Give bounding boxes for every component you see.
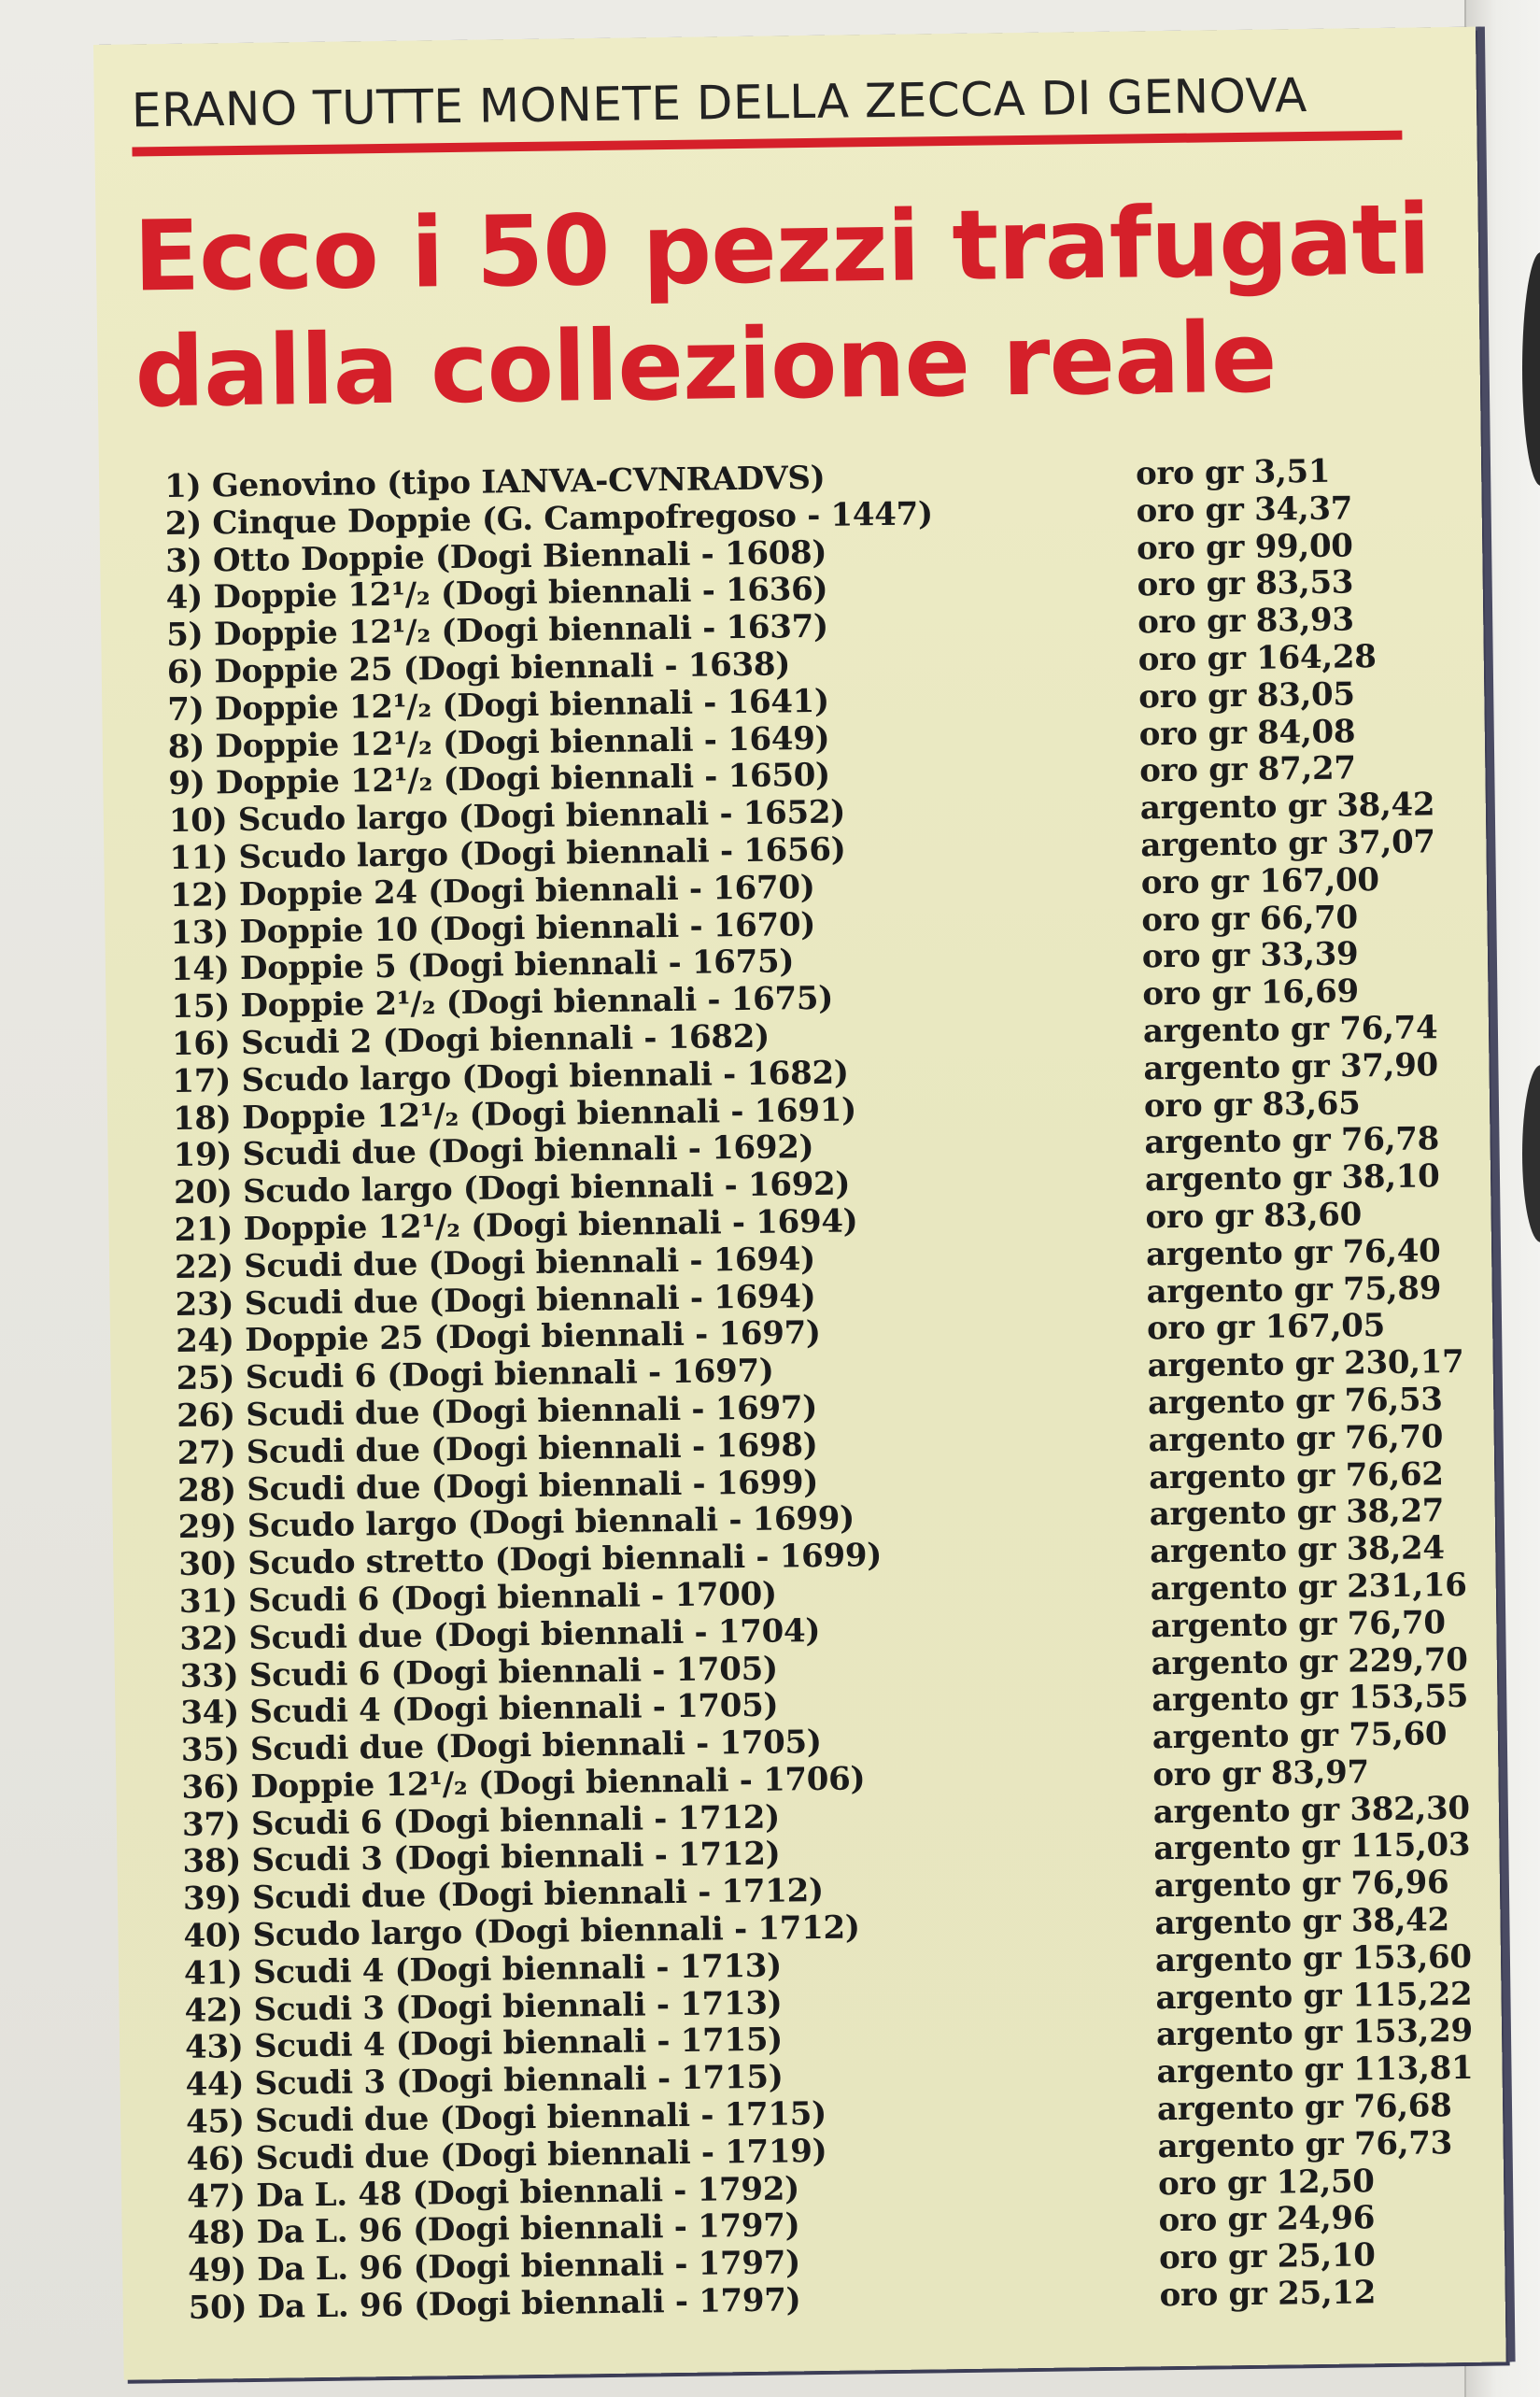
coin-weight: argento gr 76,68	[1156, 2087, 1452, 2129]
coin-weight: argento gr 382,30	[1152, 1789, 1470, 1831]
coin-weight: oro gr 33,39	[1141, 935, 1359, 976]
coin-weight: oro gr 66,70	[1141, 898, 1359, 939]
coin-description: 44) Scudi 3 (Dogi biennali - 1715)	[185, 2058, 784, 2105]
coin-weight: oro gr 99,00	[1136, 526, 1353, 568]
coin-weight: argento gr 76,53	[1147, 1381, 1443, 1423]
coin-description: 49) Da L. 96 (Dogi biennali - 1797)	[187, 2244, 801, 2291]
coin-weight: argento gr 76,70	[1148, 1417, 1444, 1460]
coin-description: 48) Da L. 96 (Dogi biennali - 1797)	[187, 2206, 800, 2253]
coin-weight: oro gr 34,37	[1136, 489, 1353, 531]
coin-description: 45) Scudi due (Dogi biennali - 1715)	[185, 2094, 827, 2141]
coin-description: 39) Scudi due (Dogi biennali - 1712)	[182, 1872, 825, 1919]
coin-weight: argento gr 229,70	[1151, 1640, 1468, 1682]
coin-weight: argento gr 230,17	[1147, 1343, 1464, 1385]
coin-description: 1) Genovino (tipo IANVA-CVNRADVS)	[163, 459, 826, 506]
coin-weight: argento gr 75,89	[1146, 1269, 1442, 1311]
coin-description: 8) Doppie 12¹/₂ (Dogi biennali - 1649)	[167, 719, 830, 766]
coin-description: 27) Scudi due (Dogi biennali - 1698)	[177, 1425, 818, 1472]
coin-description: 23) Scudi due (Dogi biennali - 1694)	[175, 1277, 816, 1324]
coin-description: 3) Otto Doppie (Dogi Biennali - 1608)	[164, 533, 827, 580]
coin-description: 33) Scudi 6 (Dogi biennali - 1705)	[179, 1650, 779, 1695]
coin-description: 6) Doppie 25 (Dogi biennali - 1638)	[166, 645, 791, 692]
coin-weight: oro gr 167,05	[1146, 1307, 1386, 1348]
coin-weight: oro gr 164,28	[1137, 638, 1377, 679]
coin-weight: oro gr 3,51	[1135, 452, 1331, 493]
coin-weight: argento gr 37,90	[1143, 1045, 1439, 1088]
coin-description: 16) Scudi 2 (Dogi biennali - 1682)	[171, 1017, 770, 1063]
coin-description: 47) Da L. 48 (Dogi biennali - 1792)	[186, 2169, 800, 2216]
coin-weight: argento gr 153,60	[1154, 1937, 1473, 1980]
article-headline	[133, 181, 1443, 430]
coin-weight: argento gr 76,62	[1148, 1454, 1444, 1496]
coin-description: 43) Scudi 4 (Dogi biennali - 1715)	[184, 2021, 784, 2067]
coin-weight: argento gr 153,55	[1151, 1678, 1469, 1720]
coin-weight: argento gr 38,42	[1139, 786, 1435, 828]
coin-description: 2) Cinque Doppie (G. Campofregoso - 1447)	[164, 495, 934, 543]
coin-weight: argento gr 37,07	[1140, 823, 1436, 865]
coin-description: 35) Scudi due (Dogi biennali - 1705)	[180, 1723, 822, 1770]
coin-description: 34) Scudi 4 (Dogi biennali - 1705)	[180, 1686, 779, 1733]
coin-weight: oro gr 83,05	[1137, 675, 1355, 716]
coin-description: 40) Scudo largo (Dogi biennali - 1712)	[183, 1908, 860, 1955]
coin-weight: oro gr 167,00	[1140, 860, 1379, 902]
coin-list	[163, 452, 1474, 2328]
coin-description: 9) Doppie 12¹/₂ (Dogi biennali - 1650)	[168, 757, 831, 803]
coin-description: 36) Doppie 12¹/₂ (Dogi biennali - 1706)	[181, 1760, 866, 1807]
coin-weight: argento gr 115,03	[1153, 1826, 1471, 1868]
coin-description: 21) Doppie 12¹/₂ (Dogi biennali - 1694)	[174, 1202, 858, 1249]
coin-weight: oro gr 83,65	[1143, 1084, 1361, 1125]
coin-description: 4) Doppie 12¹/₂ (Dogi biennali - 1636)	[165, 571, 828, 617]
coin-weight: argento gr 75,60	[1151, 1715, 1448, 1757]
coin-weight: argento gr 76,40	[1145, 1231, 1441, 1274]
coin-description: 22) Scudi due (Dogi biennali - 1694)	[174, 1240, 816, 1286]
coin-weight: oro gr 87,27	[1139, 749, 1357, 790]
coin-description: 41) Scudi 4 (Dogi biennali - 1713)	[183, 1947, 783, 1993]
coin-description: 29) Scudo largo (Dogi biennali - 1699)	[177, 1499, 855, 1547]
coin-weight: oro gr 24,96	[1158, 2199, 1376, 2240]
coin-description: 5) Doppie 12¹/₂ (Dogi biennali - 1637)	[166, 607, 829, 655]
coin-description: 32) Scudi due (Dogi biennali - 1704)	[179, 1611, 821, 1658]
article-kicker: ERANO TUTTE MONETE DELLA ZECCA DI GENOVA	[131, 67, 1308, 138]
coin-weight: argento gr 115,22	[1155, 1975, 1473, 2017]
coin-description: 24) Doppie 25 (Dogi biennali - 1697)	[175, 1314, 821, 1361]
coin-weight: argento gr 38,42	[1154, 1901, 1450, 1943]
coin-description: 31) Scudi 6 (Dogi biennali - 1700)	[178, 1575, 777, 1621]
coin-description: 30) Scudo stretto (Dogi biennali - 1699)	[178, 1537, 883, 1584]
coin-description: 7) Doppie 12¹/₂ (Dogi biennali - 1641)	[167, 682, 830, 729]
coin-weight: argento gr 76,96	[1153, 1864, 1449, 1906]
coin-description: 42) Scudi 3 (Dogi biennali - 1713)	[184, 1984, 783, 2030]
coin-weight: oro gr 84,08	[1138, 712, 1356, 753]
coin-description: 10) Scudo largo (Dogi biennali - 1652)	[168, 793, 846, 841]
coin-description: 38) Scudi 3 (Dogi biennali - 1712)	[182, 1836, 781, 1881]
coin-description: 20) Scudo largo (Dogi biennali - 1692)	[173, 1165, 851, 1213]
coin-weight: argento gr 76,74	[1142, 1009, 1438, 1051]
coin-description: 15) Doppie 2¹/₂ (Dogi biennali - 1675)	[171, 979, 834, 1027]
coin-weight: oro gr 25,10	[1158, 2236, 1376, 2277]
coin-weight: argento gr 153,29	[1155, 2012, 1474, 2054]
coin-weight: argento gr 76,73	[1157, 2124, 1453, 2166]
coin-weight: oro gr 16,69	[1142, 972, 1360, 1014]
headline-line-1: Ecco i 50 pezzi trafugati	[133, 182, 1431, 314]
coin-description: 46) Scudi due (Dogi biennali - 1719)	[186, 2132, 827, 2178]
coin-description: 50) Da L. 96 (Dogi biennali - 1797)	[188, 2281, 801, 2327]
coin-description: 28) Scudi due (Dogi biennali - 1699)	[177, 1463, 819, 1510]
coin-weight: argento gr 76,70	[1150, 1603, 1446, 1646]
coin-description: 12) Doppie 24 (Dogi biennali - 1670)	[169, 868, 815, 915]
coin-description: 37) Scudi 6 (Dogi biennali - 1712)	[181, 1798, 781, 1844]
coin-weight: argento gr 38,24	[1149, 1529, 1445, 1571]
headline-line-2: dalla collezione reale	[134, 300, 1278, 430]
coin-description: 19) Scudi due (Dogi biennali - 1692)	[173, 1128, 814, 1175]
coin-weight: oro gr 12,50	[1157, 2162, 1375, 2203]
coin-weight: oro gr 25,12	[1159, 2274, 1377, 2315]
coin-description: 26) Scudi due (Dogi biennali - 1697)	[176, 1388, 818, 1435]
coin-weight: oro gr 83,93	[1137, 601, 1354, 642]
coin-weight: argento gr 38,27	[1149, 1492, 1445, 1534]
coin-weight: argento gr 231,16	[1150, 1566, 1467, 1609]
coin-weight: argento gr 76,78	[1144, 1120, 1440, 1162]
coin-description: 18) Doppie 12¹/₂ (Dogi biennali - 1691)	[172, 1090, 857, 1138]
article-box	[93, 27, 1506, 2380]
coin-weight: argento gr 38,10	[1144, 1157, 1440, 1199]
coin-weight: argento gr 113,81	[1156, 2050, 1474, 2092]
coin-description: 17) Scudo largo (Dogi biennali - 1682)	[172, 1054, 849, 1100]
coin-description: 11) Scudo largo (Dogi biennali - 1656)	[169, 830, 846, 877]
coin-weight: oro gr 83,97	[1152, 1753, 1370, 1794]
coin-weight: oro gr 83,53	[1137, 563, 1354, 604]
coin-weight: oro gr 83,60	[1145, 1196, 1363, 1237]
coin-description: 14) Doppie 5 (Dogi biennali - 1675)	[170, 943, 795, 989]
coin-description: 25) Scudi 6 (Dogi biennali - 1697)	[176, 1352, 774, 1398]
coin-description: 13) Doppie 10 (Dogi biennali - 1670)	[170, 905, 816, 952]
